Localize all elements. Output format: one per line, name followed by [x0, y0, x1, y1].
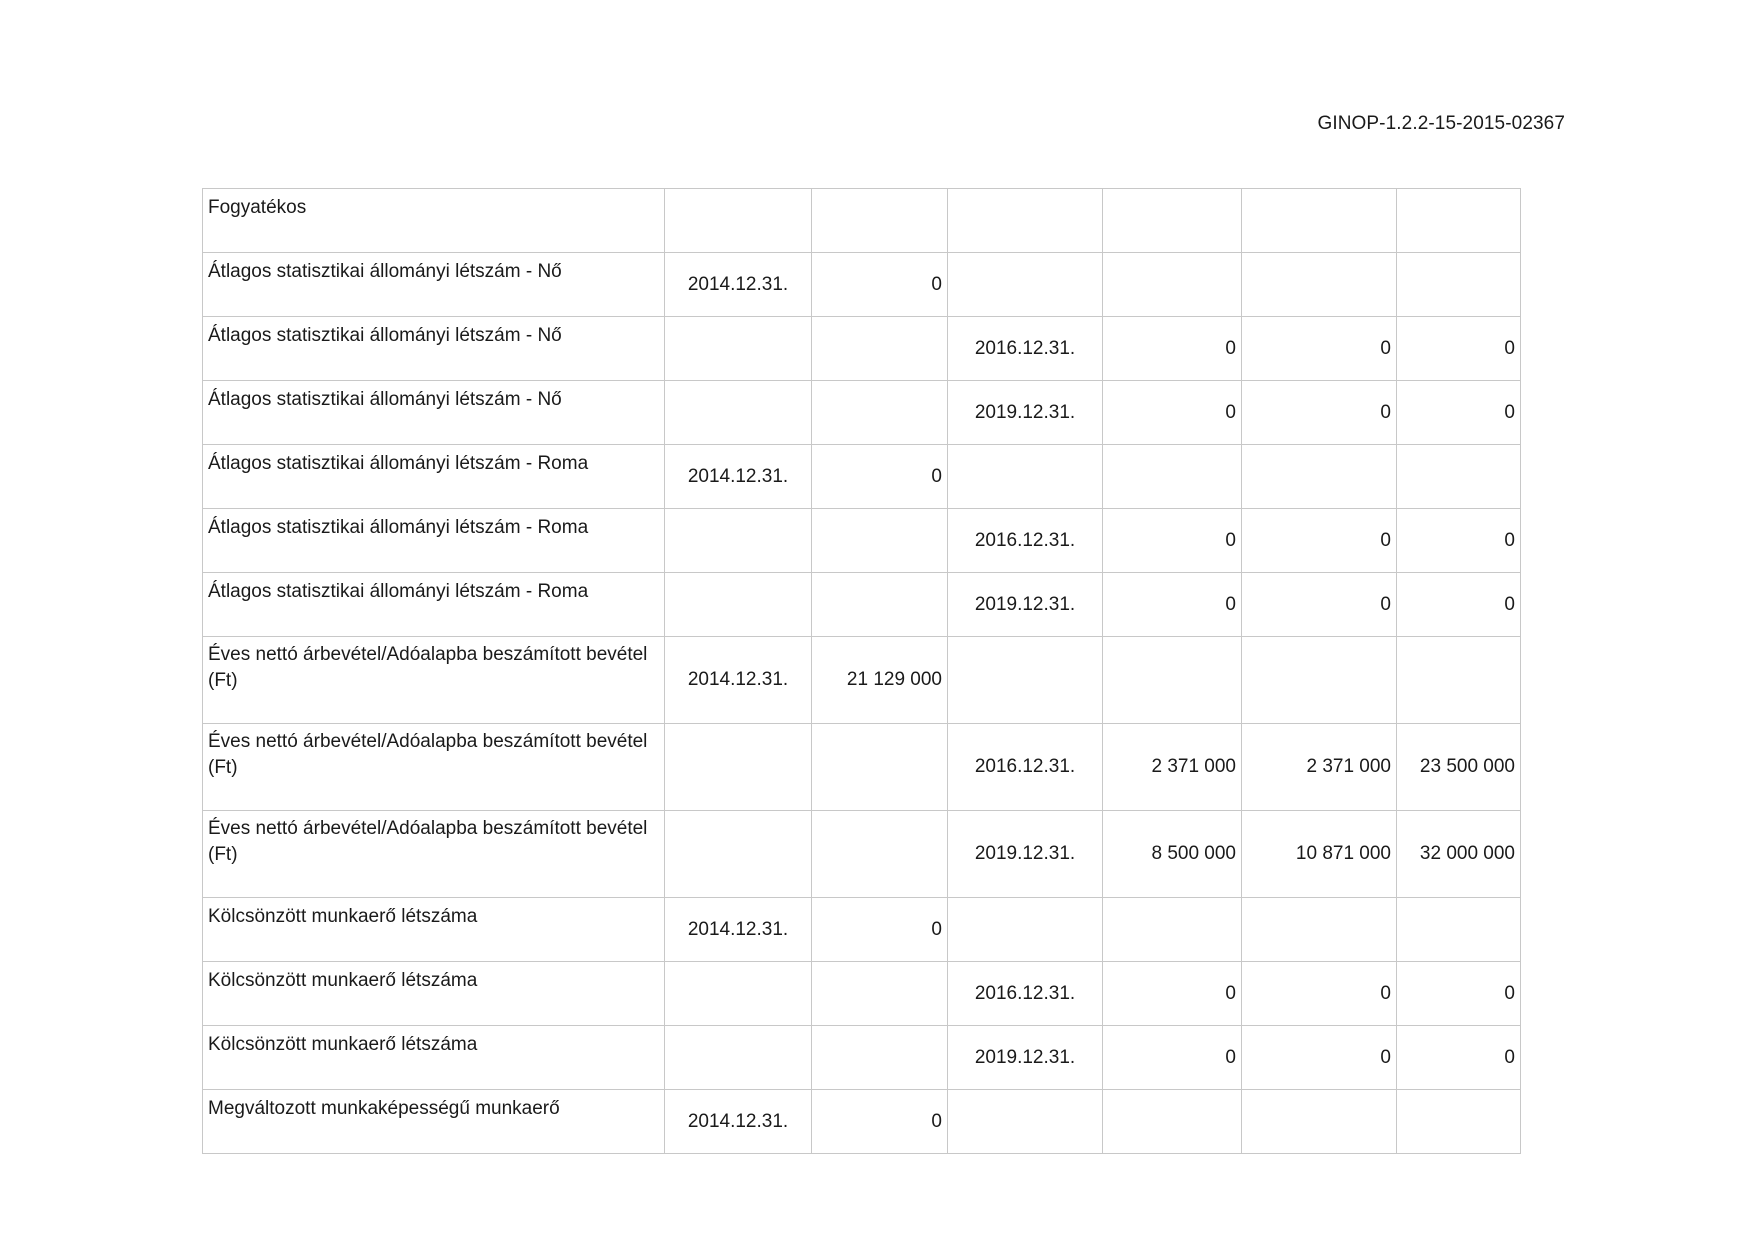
value-1: 0	[1103, 1026, 1242, 1090]
value-3: 0	[1397, 381, 1521, 445]
table-row	[203, 381, 1521, 445]
value-3	[1397, 253, 1521, 317]
table-row	[203, 724, 1521, 811]
value-3: 0	[1397, 317, 1521, 381]
indicator-label: Kölcsönzött munkaerő létszáma	[203, 898, 665, 962]
table-row	[203, 445, 1521, 509]
indicator-label: Éves nettó árbevétel/Adóalapba beszámított bevétel (Ft)	[203, 724, 665, 811]
value-2: 0	[1242, 381, 1397, 445]
value-3	[1397, 637, 1521, 724]
target-date: 2016.12.31.	[948, 317, 1103, 381]
value-2: 0	[1242, 962, 1397, 1026]
value-1	[1103, 637, 1242, 724]
indicator-label: Fogyatékos	[203, 189, 665, 253]
value-1	[1103, 1090, 1242, 1154]
value-2	[1242, 189, 1397, 253]
target-date: 2019.12.31.	[948, 1026, 1103, 1090]
value-1	[1103, 445, 1242, 509]
base-value	[812, 811, 948, 898]
value-3	[1397, 898, 1521, 962]
indicator-label: Megváltozott munkaképességű munkaerő	[203, 1090, 665, 1154]
value-3: 0	[1397, 1026, 1521, 1090]
value-2	[1242, 637, 1397, 724]
value-3: 0	[1397, 573, 1521, 637]
value-3: 0	[1397, 962, 1521, 1026]
base-value: 0	[812, 445, 948, 509]
base-date	[665, 724, 812, 811]
value-1: 0	[1103, 962, 1242, 1026]
base-value: 0	[812, 898, 948, 962]
value-1: 0	[1103, 573, 1242, 637]
indicator-table	[202, 188, 1521, 1154]
base-date	[665, 1026, 812, 1090]
base-value	[812, 573, 948, 637]
base-value: 21 129 000	[812, 637, 948, 724]
base-date	[665, 811, 812, 898]
table-row	[203, 189, 1521, 253]
value-1: 0	[1103, 509, 1242, 573]
base-date: 2014.12.31.	[665, 637, 812, 724]
table-row	[203, 962, 1521, 1026]
target-date	[948, 189, 1103, 253]
value-2: 0	[1242, 317, 1397, 381]
value-2	[1242, 445, 1397, 509]
value-1: 0	[1103, 317, 1242, 381]
target-date: 2016.12.31.	[948, 962, 1103, 1026]
table-row	[203, 637, 1521, 724]
base-date	[665, 381, 812, 445]
indicator-label: Kölcsönzött munkaerő létszáma	[203, 1026, 665, 1090]
indicator-label: Átlagos statisztikai állományi létszám - Nő	[203, 317, 665, 381]
base-date	[665, 317, 812, 381]
value-2: 0	[1242, 1026, 1397, 1090]
table-row	[203, 1026, 1521, 1090]
value-2: 2 371 000	[1242, 724, 1397, 811]
base-date: 2014.12.31.	[665, 445, 812, 509]
indicator-label: Átlagos statisztikai állományi létszám - Roma	[203, 573, 665, 637]
target-date	[948, 445, 1103, 509]
indicator-label: Átlagos statisztikai állományi létszám - Roma	[203, 509, 665, 573]
value-3: 0	[1397, 509, 1521, 573]
value-3	[1397, 445, 1521, 509]
indicator-label: Éves nettó árbevétel/Adóalapba beszámított bevétel (Ft)	[203, 637, 665, 724]
value-2	[1242, 1090, 1397, 1154]
base-value	[812, 962, 948, 1026]
table-row	[203, 898, 1521, 962]
base-date: 2014.12.31.	[665, 1090, 812, 1154]
document-id: GINOP-1.2.2-15-2015-02367	[1317, 113, 1565, 134]
indicator-label: Átlagos statisztikai állományi létszám - Roma	[203, 445, 665, 509]
value-2	[1242, 253, 1397, 317]
table-row	[203, 253, 1521, 317]
value-2	[1242, 898, 1397, 962]
value-3: 32 000 000	[1397, 811, 1521, 898]
table-row	[203, 1090, 1521, 1154]
base-value: 0	[812, 1090, 948, 1154]
base-date	[665, 509, 812, 573]
value-2: 0	[1242, 573, 1397, 637]
base-value	[812, 724, 948, 811]
indicator-label: Kölcsönzött munkaerő létszáma	[203, 962, 665, 1026]
base-date: 2014.12.31.	[665, 253, 812, 317]
value-1	[1103, 898, 1242, 962]
base-date	[665, 189, 812, 253]
base-date	[665, 962, 812, 1026]
target-date: 2019.12.31.	[948, 381, 1103, 445]
target-date	[948, 898, 1103, 962]
value-1	[1103, 253, 1242, 317]
value-3: 23 500 000	[1397, 724, 1521, 811]
indicator-label: Éves nettó árbevétel/Adóalapba beszámított bevétel (Ft)	[203, 811, 665, 898]
indicator-label: Átlagos statisztikai állományi létszám - Nő	[203, 253, 665, 317]
value-3	[1397, 1090, 1521, 1154]
value-1: 0	[1103, 381, 1242, 445]
base-value: 0	[812, 253, 948, 317]
table-row	[203, 509, 1521, 573]
target-date	[948, 637, 1103, 724]
base-value	[812, 381, 948, 445]
indicator-label: Átlagos statisztikai állományi létszám - Nő	[203, 381, 665, 445]
value-3	[1397, 189, 1521, 253]
base-value	[812, 1026, 948, 1090]
target-date: 2016.12.31.	[948, 509, 1103, 573]
table-row	[203, 811, 1521, 898]
value-2: 0	[1242, 509, 1397, 573]
base-date: 2014.12.31.	[665, 898, 812, 962]
value-1: 2 371 000	[1103, 724, 1242, 811]
base-value	[812, 509, 948, 573]
target-date	[948, 253, 1103, 317]
base-date	[665, 573, 812, 637]
base-value	[812, 189, 948, 253]
table-row	[203, 317, 1521, 381]
value-1: 8 500 000	[1103, 811, 1242, 898]
value-2: 10 871 000	[1242, 811, 1397, 898]
table-row	[203, 573, 1521, 637]
base-value	[812, 317, 948, 381]
value-1	[1103, 189, 1242, 253]
target-date: 2019.12.31.	[948, 573, 1103, 637]
target-date: 2019.12.31.	[948, 811, 1103, 898]
target-date	[948, 1090, 1103, 1154]
target-date: 2016.12.31.	[948, 724, 1103, 811]
